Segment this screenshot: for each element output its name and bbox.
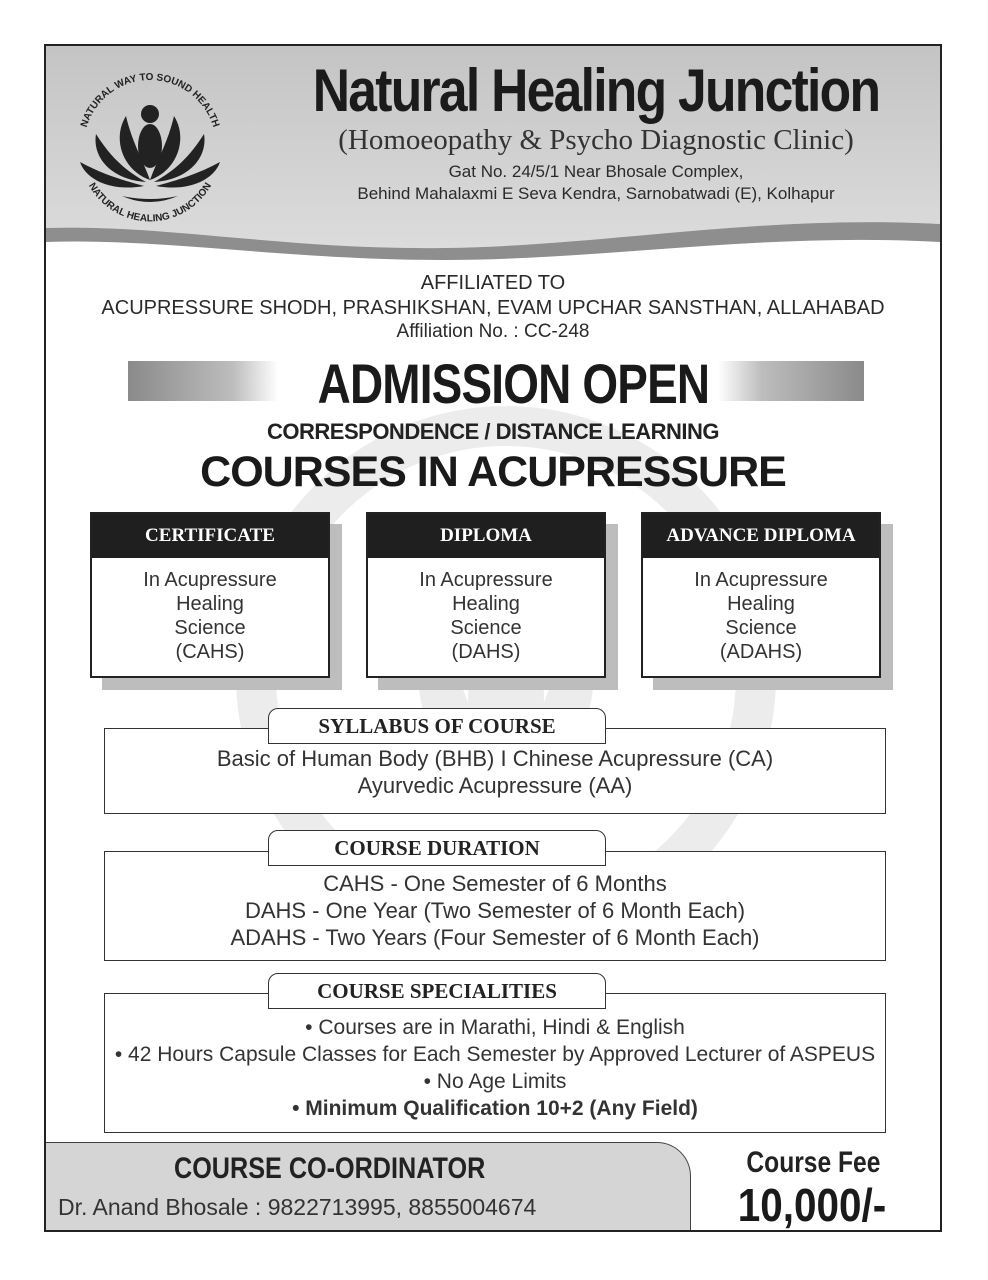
- address-line-1: Gat No. 24/5/1 Near Bhosale Complex,: [448, 162, 744, 181]
- course-card-diploma: [366, 512, 606, 678]
- course-card-line: Science: [450, 617, 522, 639]
- duration-box: [104, 851, 886, 961]
- course-card-line: Healing: [176, 593, 244, 615]
- course-card-line: In Acupressure: [419, 569, 553, 591]
- courses-heading: COURSES IN ACUPRESSURE: [200, 448, 786, 496]
- address-line-2: Behind Mahalaxmi E Seva Kendra, Sarnobatwadi (E), Kolhapur: [357, 184, 835, 203]
- syllabus-line-2: Ayurvedic Acupressure (AA): [357, 773, 633, 798]
- course-card-line: (ADAHS): [719, 641, 803, 663]
- affiliation-number: Affiliation No. : CC-248: [396, 321, 590, 342]
- admission-headline: ADMISSION OPEN: [317, 352, 710, 415]
- logo-bottom-text: NATURAL HEALING JUNCTION: [86, 180, 214, 225]
- course-card-line: Science: [174, 617, 246, 639]
- course-fee-value: 10,000/-: [737, 1179, 887, 1231]
- duration-title: COURSE DURATION: [268, 830, 606, 866]
- affiliating-institute: ACUPRESSURE SHODH, PRASHIKSHAN, EVAM UPCHAR SANSTHAN, ALLAHABAD: [101, 297, 885, 319]
- syllabus-line-1: Basic of Human Body (BHB) I Chinese Acupressure (CA): [216, 746, 774, 771]
- course-card-line: Science: [725, 617, 797, 639]
- specialities-title: COURSE SPECIALITIES: [268, 973, 606, 1009]
- flyer-frame: [44, 44, 942, 1232]
- speciality-line: • Courses are in Marathi, Hindi & English: [305, 1016, 685, 1039]
- course-card-line: Healing: [727, 593, 795, 615]
- course-card-title: DIPLOMA: [368, 514, 604, 558]
- duration-line: DAHS - One Year (Two Semester of 6 Month Each): [244, 898, 746, 923]
- affiliated-to-label: AFFILIATED TO: [420, 272, 566, 294]
- speciality-line: • No Age Limits: [423, 1070, 567, 1093]
- learning-mode: CORRESPONDENCE / DISTANCE LEARNING: [267, 419, 719, 444]
- coordinator-contact: Dr. Anand Bhosale : 9822713995, 8855004674: [58, 1194, 537, 1220]
- clinic-subtitle: (Homoeopathy & Psycho Diagnostic Clinic): [338, 124, 854, 156]
- speciality-line: • 42 Hours Capsule Classes for Each Semester by Approved Lecturer of ASPEUS: [114, 1043, 876, 1066]
- duration-line: CAHS - One Semester of 6 Months: [323, 871, 667, 896]
- course-card-certificate: [90, 512, 330, 678]
- course-fee-label: Course Fee: [746, 1146, 881, 1179]
- course-card-line: (DAHS): [451, 641, 521, 663]
- course-card-title: ADVANCE DIPLOMA: [643, 514, 879, 558]
- course-card-line: In Acupressure: [143, 569, 277, 591]
- headline-bar-left: [128, 361, 278, 401]
- svg-text:NATURAL HEALING JUNCTION: [86, 181, 214, 224]
- course-card-advance-diploma: [641, 512, 881, 678]
- headline-bar-right: [718, 361, 864, 401]
- duration-line: ADAHS - Two Years (Four Semester of 6 Month Each): [230, 925, 760, 950]
- syllabus-title: SYLLABUS OF COURSE: [268, 708, 606, 744]
- course-card-line: (CAHS): [175, 641, 245, 663]
- coordinator-title: COURSE CO-ORDINATOR: [174, 1152, 486, 1185]
- course-card-line: In Acupressure: [694, 569, 828, 591]
- lotus-logo-icon: [62, 58, 238, 234]
- specialities-box: [104, 993, 886, 1133]
- course-card-title: CERTIFICATE: [92, 514, 328, 558]
- speciality-line: • Minimum Qualification 10+2 (Any Field): [292, 1097, 698, 1120]
- logo-top-text: NATURAL WAY TO SOUND HEALTH: [78, 71, 222, 129]
- clinic-title: Natural Healing Junction: [312, 57, 880, 124]
- course-card-line: Healing: [452, 593, 520, 615]
